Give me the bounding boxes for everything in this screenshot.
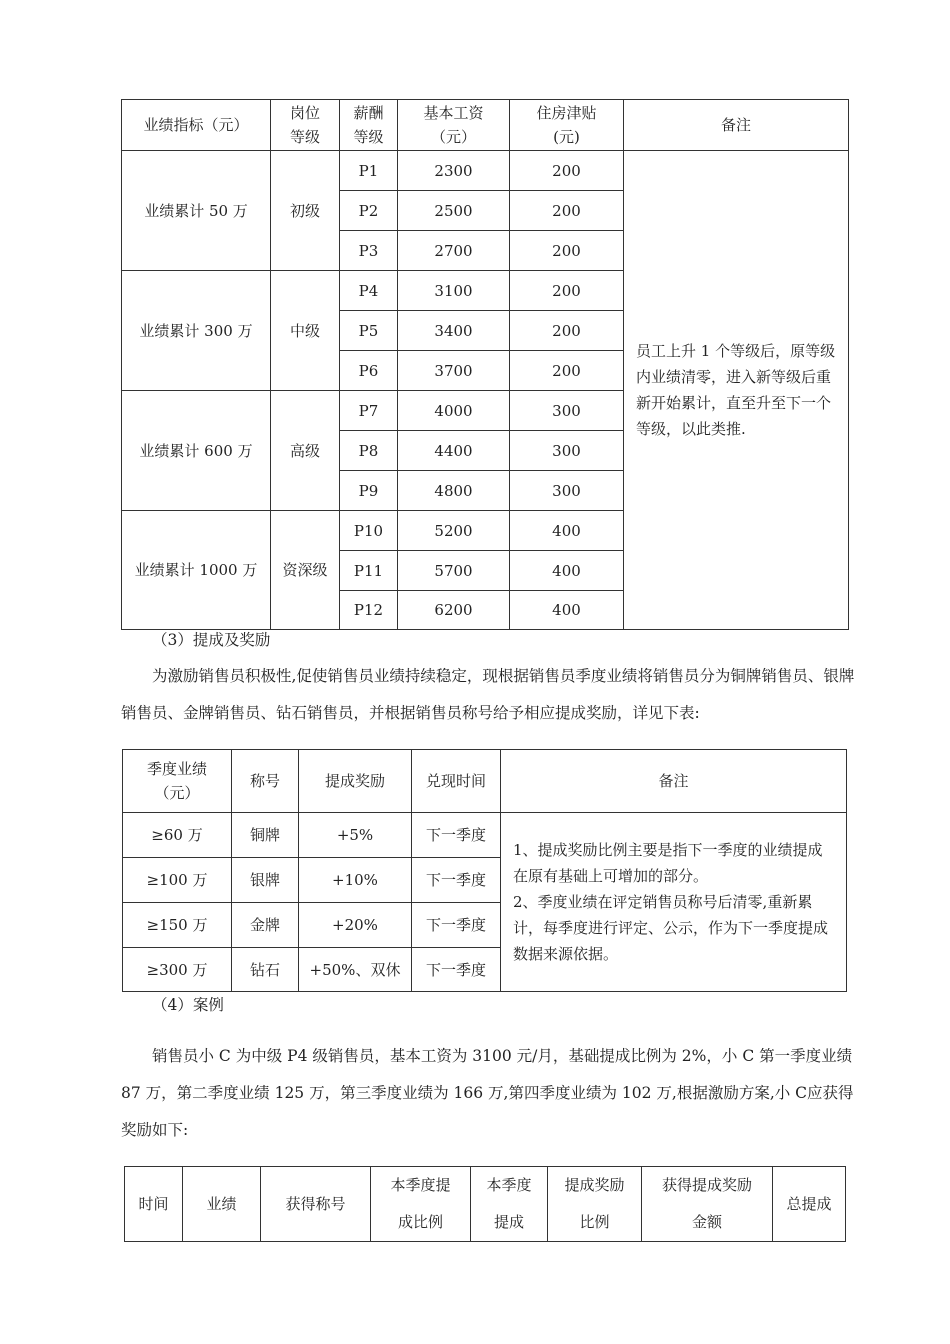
header-cell: 兑现时间 — [412, 750, 501, 813]
allowance-cell: 400 — [510, 591, 624, 630]
salary-cell: 3100 — [398, 271, 510, 311]
reward-cell: +50%、双休 — [299, 948, 412, 992]
grade-cell: P1 — [340, 151, 398, 191]
salary-cell: 4400 — [398, 431, 510, 471]
allowance-cell: 400 — [510, 551, 624, 591]
indicator-cell: 业绩累计 600 万 — [122, 391, 271, 511]
section-paragraph: 销售员小 C 为中级 P4 级销售员，基本工资为 3100 元/月，基础提成比例为 2%，小 C 第一季度业绩 87 万，第二季度业绩 125 万，第三季度业绩为 166 万,第四季度业绩为 102 万,根据激励方案,小 C应获得奖励如下: — [121, 1047, 854, 1139]
header-cell: 住房津贴 (元) — [510, 100, 624, 151]
performance-cell: ≥60 万 — [123, 813, 232, 858]
title-cell: 铜牌 — [232, 813, 299, 858]
grade-cell: P7 — [340, 391, 398, 431]
allowance-cell: 400 — [510, 511, 624, 551]
salary-level-table — [121, 99, 849, 630]
table-row — [122, 151, 849, 191]
header-cell: 薪酬 等级 — [340, 100, 398, 151]
reward-cell: +20% — [299, 903, 412, 948]
header-cell: 本季度 提成 — [471, 1167, 548, 1242]
grade-cell: P2 — [340, 191, 398, 231]
payout-time-cell: 下一季度 — [412, 858, 501, 903]
allowance-cell: 300 — [510, 471, 624, 511]
allowance-cell: 200 — [510, 311, 624, 351]
header-cell: 提成奖励 比例 — [548, 1167, 642, 1242]
indicator-cell: 业绩累计 300 万 — [122, 271, 271, 391]
grade-cell: P11 — [340, 551, 398, 591]
header-cell: 业绩指标（元） — [122, 100, 271, 151]
header-cell: 称号 — [232, 750, 299, 813]
note-cell: 员工上升 1 个等级后，原等级内业绩清零，进入新等级后重新开始累计，直至升至下一个等级，以此类推. — [624, 151, 849, 630]
grade-cell: P10 — [340, 511, 398, 551]
salary-cell: 4800 — [398, 471, 510, 511]
title-cell: 银牌 — [232, 858, 299, 903]
header-cell: 提成奖励 — [299, 750, 412, 813]
performance-cell: ≥300 万 — [123, 948, 232, 992]
grade-cell: P8 — [340, 431, 398, 471]
payout-time-cell: 下一季度 — [412, 903, 501, 948]
header-cell: 总提成 — [773, 1167, 846, 1242]
salary-cell: 2500 — [398, 191, 510, 231]
indicator-cell: 业绩累计 1000 万 — [122, 511, 271, 630]
table-header-row — [122, 100, 849, 151]
header-cell: 本季度提 成比例 — [371, 1167, 471, 1242]
level-cell: 高级 — [271, 391, 340, 511]
table-header-row — [123, 750, 847, 813]
performance-cell: ≥150 万 — [123, 903, 232, 948]
performance-cell: ≥100 万 — [123, 858, 232, 903]
allowance-cell: 200 — [510, 271, 624, 311]
title-cell: 钻石 — [232, 948, 299, 992]
payout-time-cell: 下一季度 — [412, 948, 501, 992]
header-cell: 获得提成奖励 金额 — [642, 1167, 773, 1242]
salary-cell: 5700 — [398, 551, 510, 591]
level-cell: 初级 — [271, 151, 340, 271]
reward-cell: +5% — [299, 813, 412, 858]
salary-cell: 5200 — [398, 511, 510, 551]
level-cell: 中级 — [271, 271, 340, 391]
salary-cell: 3400 — [398, 311, 510, 351]
section-heading: （4）案例 — [152, 996, 224, 1014]
header-cell: 基本工资 （元） — [398, 100, 510, 151]
salary-cell: 4000 — [398, 391, 510, 431]
note-cell: 1、提成奖励比例主要是指下一季度的业绩提成在原有基础上可增加的部分。 2、季度业绩在评定销售员称号后清零,重新累计，每季度进行评定、公示，作为下一季度提成数据来源依据。 — [501, 813, 847, 992]
level-cell: 资深级 — [271, 511, 340, 630]
section-heading: （3）提成及奖励 — [152, 631, 271, 649]
title-cell: 金牌 — [232, 903, 299, 948]
header-cell: 季度业绩 （元） — [123, 750, 232, 813]
table-row — [123, 813, 847, 858]
grade-cell: P6 — [340, 351, 398, 391]
allowance-cell: 200 — [510, 231, 624, 271]
salary-cell: 2300 — [398, 151, 510, 191]
salary-cell: 2700 — [398, 231, 510, 271]
grade-cell: P12 — [340, 591, 398, 630]
salary-cell: 3700 — [398, 351, 510, 391]
grade-cell: P5 — [340, 311, 398, 351]
header-cell: 获得称号 — [261, 1167, 371, 1242]
header-cell: 时间 — [125, 1167, 183, 1242]
grade-cell: P4 — [340, 271, 398, 311]
allowance-cell: 200 — [510, 191, 624, 231]
case-reward-table — [124, 1166, 846, 1242]
allowance-cell: 200 — [510, 351, 624, 391]
allowance-cell: 200 — [510, 151, 624, 191]
header-cell: 备注 — [624, 100, 849, 151]
allowance-cell: 300 — [510, 431, 624, 471]
header-cell: 备注 — [501, 750, 847, 813]
grade-cell: P3 — [340, 231, 398, 271]
table-header-row — [125, 1167, 846, 1242]
indicator-cell: 业绩累计 50 万 — [122, 151, 271, 271]
grade-cell: P9 — [340, 471, 398, 511]
payout-time-cell: 下一季度 — [412, 813, 501, 858]
header-cell: 岗位 等级 — [271, 100, 340, 151]
reward-cell: +10% — [299, 858, 412, 903]
salary-cell: 6200 — [398, 591, 510, 630]
commission-reward-table — [122, 749, 847, 992]
header-cell: 业绩 — [183, 1167, 261, 1242]
section-paragraph: 为激励销售员积极性,促使销售员业绩持续稳定，现根据销售员季度业绩将销售员分为铜牌销售员、银牌销售员、金牌销售员、钻石销售员，并根据销售员称号给予相应提成奖励，详见下表: — [121, 667, 855, 722]
allowance-cell: 300 — [510, 391, 624, 431]
